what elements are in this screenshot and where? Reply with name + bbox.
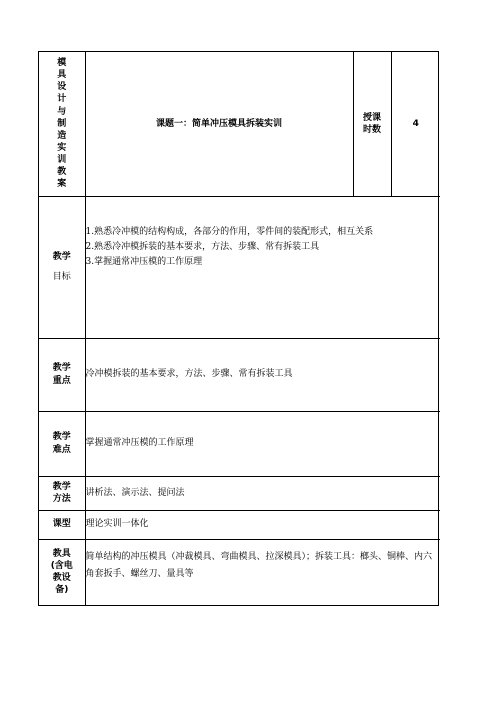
objectives-content	[85, 196, 440, 338]
objective-item: 3.掌握通常冲压模的工作原理	[85, 256, 203, 267]
label-line: 难点	[52, 444, 71, 455]
label-line: 重点	[52, 375, 71, 386]
document-title-vertical	[39, 52, 85, 196]
title-char: 教	[57, 167, 67, 178]
difficulties-row	[39, 411, 440, 476]
title-char: 训	[57, 155, 67, 166]
key-points-row	[39, 338, 440, 411]
lesson-plan-sheet	[38, 51, 439, 606]
title-char: 模	[57, 57, 67, 68]
title-char: 计	[57, 94, 67, 105]
lesson-plan-table	[39, 52, 440, 605]
title-char: 实	[57, 142, 67, 153]
label-line: 备)	[55, 585, 69, 596]
lesson-type-row	[39, 510, 440, 539]
title-char: 案	[57, 179, 67, 190]
label-line: (含电	[50, 561, 73, 572]
hours-label-line: 授课	[362, 112, 381, 123]
header-row	[39, 52, 440, 196]
objectives-label	[39, 196, 85, 338]
methods-row	[39, 476, 440, 510]
difficulties-content: 掌握通常冲压模的工作原理	[85, 411, 440, 476]
equipment-content: 简单结构的冲压模具（冲裁模具、弯曲模具、拉深模具）；拆装工具：榔头、铜棒、内六角套扳手、螺丝刀、量具等	[85, 539, 440, 605]
methods-content: 讲析法、演示法、提问法	[85, 476, 440, 510]
label-line: 教学	[52, 363, 71, 374]
label-line: 教学	[52, 481, 71, 492]
course-title: 课题一：简单冲压模具拆装实训	[85, 52, 353, 196]
objective-item: 2.熟悉冷冲模拆装的基本要求，方法、步骤、常有拆装工具	[85, 241, 320, 252]
difficulties-label	[39, 411, 85, 476]
lesson-type-content: 理论实训一体化	[85, 510, 440, 539]
lesson-type-label: 课型	[39, 510, 85, 539]
methods-label	[39, 476, 85, 510]
label-line: 教学	[52, 251, 71, 262]
label-line: 目标	[52, 272, 71, 282]
title-char: 制	[57, 118, 67, 129]
title-char: 与	[57, 106, 67, 117]
equipment-label	[39, 539, 85, 605]
key-points-content: 冷冲模拆装的基本要求，方法、步骤、常有拆装工具	[85, 338, 440, 411]
equipment-row	[39, 539, 440, 605]
title-char: 造	[57, 130, 67, 141]
teaching-hours-value: 4	[391, 52, 440, 196]
label-line: 教学	[52, 432, 71, 443]
label-line: 教设	[52, 573, 71, 584]
teaching-hours-label	[353, 52, 391, 196]
key-points-label	[39, 338, 85, 411]
label-line: 方法	[52, 494, 71, 504]
label-line: 教具	[52, 548, 71, 559]
hours-label-line: 时数	[362, 124, 381, 135]
title-char: 设	[57, 82, 67, 93]
objective-item: 1.熟悉冷冲模的结构构成，各部分的作用，零件间的装配形式，相互关系	[85, 226, 374, 237]
title-char: 具	[57, 70, 67, 81]
objectives-row	[39, 196, 440, 338]
